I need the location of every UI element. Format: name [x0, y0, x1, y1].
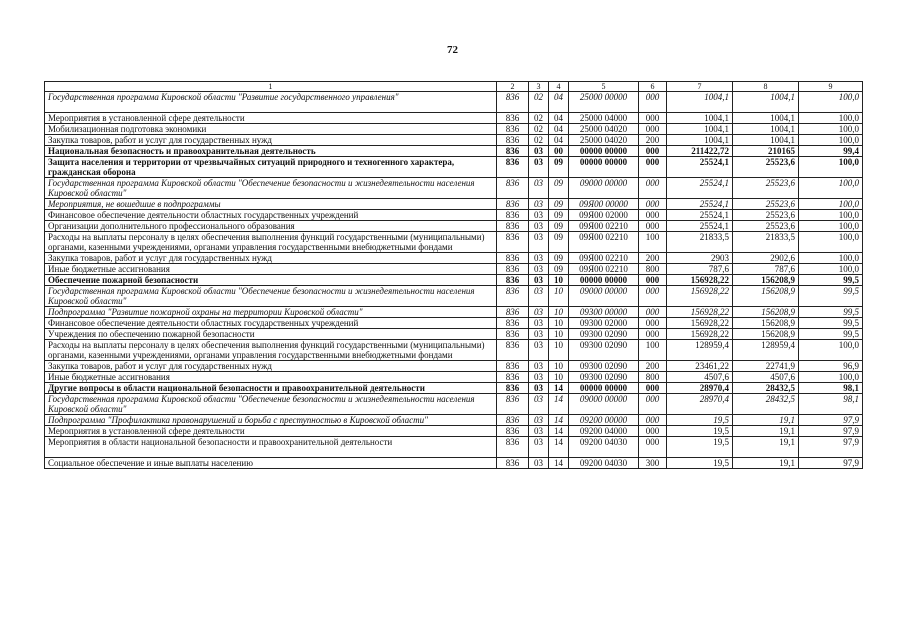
row-expense-type-code: 000	[639, 437, 667, 458]
row-expense-type-code: 000	[639, 286, 667, 307]
row-name: Мероприятия в области национальной безопасности и правоохранительной деятельности	[45, 437, 497, 458]
row-grbs-code: 836	[497, 275, 529, 286]
row-execution-percent: 100,0	[799, 135, 863, 146]
table-row	[45, 146, 863, 157]
header-cell: 5	[569, 82, 639, 92]
row-subsection-code: 10	[549, 286, 569, 307]
row-name: Расходы на выплаты персоналу в целях обеспечения выполнения функций государственными (муниципальными) органами, казенными учреждениями, органами управления государственными внебюджетными фондами	[45, 340, 497, 361]
row-subsection-code: 04	[549, 92, 569, 113]
row-target-article-code: 09200 04030	[569, 458, 639, 469]
row-executed-amount: 19,1	[733, 415, 799, 426]
row-subsection-code: 09	[549, 232, 569, 253]
table-row	[45, 199, 863, 210]
row-grbs-code: 836	[497, 383, 529, 394]
row-name: Государственная программа Кировской области "Обеспечение безопасности и жизнедеятельности населения Кировской области"	[45, 178, 497, 199]
row-name: Закупка товаров, работ и услуг для государственных нужд	[45, 361, 497, 372]
row-grbs-code: 836	[497, 221, 529, 232]
row-name: Подпрограмма "Развитие пожарной охраны на территории Кировской области"	[45, 307, 497, 318]
row-section-code: 02	[529, 113, 549, 124]
row-target-article-code: 25000 04020	[569, 124, 639, 135]
row-expense-type-code: 800	[639, 264, 667, 275]
table-row	[45, 253, 863, 264]
row-executed-amount: 19,1	[733, 437, 799, 458]
row-subsection-code: 14	[549, 415, 569, 426]
row-executed-amount: 4507,6	[733, 372, 799, 383]
row-planned-amount: 28970,4	[667, 383, 733, 394]
row-target-article-code: 00000 00000	[569, 275, 639, 286]
table-row	[45, 415, 863, 426]
row-expense-type-code: 000	[639, 221, 667, 232]
row-planned-amount: 156928,22	[667, 275, 733, 286]
row-execution-percent: 96,9	[799, 361, 863, 372]
budget-table	[44, 81, 863, 469]
row-subsection-code: 14	[549, 437, 569, 458]
row-executed-amount: 25523,6	[733, 210, 799, 221]
row-planned-amount: 1004,1	[667, 135, 733, 146]
row-section-code: 03	[529, 426, 549, 437]
header-cell: 9	[799, 82, 863, 92]
row-section-code: 02	[529, 92, 549, 113]
row-section-code: 03	[529, 383, 549, 394]
row-planned-amount: 1004,1	[667, 113, 733, 124]
row-grbs-code: 836	[497, 146, 529, 157]
row-name: Организации дополнительного профессионального образования	[45, 221, 497, 232]
table-row	[45, 458, 863, 469]
row-grbs-code: 836	[497, 113, 529, 124]
row-subsection-code: 09	[549, 221, 569, 232]
table-row	[45, 318, 863, 329]
row-target-article-code: 09300 02000	[569, 318, 639, 329]
row-grbs-code: 836	[497, 135, 529, 146]
row-execution-percent: 100,0	[799, 124, 863, 135]
row-planned-amount: 19,5	[667, 458, 733, 469]
row-execution-percent: 100,0	[799, 178, 863, 199]
row-executed-amount: 156208,9	[733, 275, 799, 286]
row-subsection-code: 00	[549, 146, 569, 157]
table-row	[45, 426, 863, 437]
row-executed-amount: 1004,1	[733, 92, 799, 113]
row-subsection-code: 09	[549, 157, 569, 178]
row-target-article-code: 09000 00000	[569, 286, 639, 307]
row-section-code: 03	[529, 264, 549, 275]
row-section-code: 03	[529, 286, 549, 307]
row-section-code: 02	[529, 135, 549, 146]
row-subsection-code: 10	[549, 329, 569, 340]
row-execution-percent: 100,0	[799, 221, 863, 232]
table-row	[45, 394, 863, 415]
table-row	[45, 275, 863, 286]
row-section-code: 03	[529, 361, 549, 372]
row-name: Финансовое обеспечение деятельности областных государственных учреждений	[45, 318, 497, 329]
row-target-article-code: 09200 00000	[569, 415, 639, 426]
row-planned-amount: 1004,1	[667, 124, 733, 135]
row-executed-amount: 25523,6	[733, 178, 799, 199]
row-grbs-code: 836	[497, 361, 529, 372]
row-section-code: 02	[529, 124, 549, 135]
row-section-code: 03	[529, 253, 549, 264]
row-executed-amount: 19,1	[733, 458, 799, 469]
row-grbs-code: 836	[497, 210, 529, 221]
table-row	[45, 157, 863, 178]
row-name: Иные бюджетные ассигнования	[45, 372, 497, 383]
header-cell: 3	[529, 82, 549, 92]
row-target-article-code: 09300 00000	[569, 307, 639, 318]
row-target-article-code: 09300 02090	[569, 340, 639, 361]
row-planned-amount: 19,5	[667, 426, 733, 437]
table-row	[45, 124, 863, 135]
row-name: Другие вопросы в области национальной безопасности и правоохранительной деятельности	[45, 383, 497, 394]
row-expense-type-code: 000	[639, 394, 667, 415]
row-section-code: 03	[529, 415, 549, 426]
row-expense-type-code: 000	[639, 383, 667, 394]
row-execution-percent: 100,0	[799, 157, 863, 178]
row-section-code: 03	[529, 199, 549, 210]
row-name: Иные бюджетные ассигнования	[45, 264, 497, 275]
row-name: Финансовое обеспечение деятельности областных государственных учреждений	[45, 210, 497, 221]
row-planned-amount: 19,5	[667, 437, 733, 458]
row-executed-amount: 787,6	[733, 264, 799, 275]
table-body	[45, 92, 863, 469]
row-subsection-code: 04	[549, 124, 569, 135]
row-grbs-code: 836	[497, 307, 529, 318]
row-name: Мероприятия, не вошедшие в подпрограммы	[45, 199, 497, 210]
row-expense-type-code: 200	[639, 253, 667, 264]
row-grbs-code: 836	[497, 157, 529, 178]
row-execution-percent: 100,0	[799, 210, 863, 221]
row-target-article-code: 09Я00 02210	[569, 221, 639, 232]
row-expense-type-code: 000	[639, 275, 667, 286]
row-expense-type-code: 200	[639, 135, 667, 146]
row-executed-amount: 156208,9	[733, 307, 799, 318]
table-row	[45, 221, 863, 232]
row-planned-amount: 23461,22	[667, 361, 733, 372]
row-executed-amount: 28432,5	[733, 383, 799, 394]
row-planned-amount: 128959,4	[667, 340, 733, 361]
row-section-code: 03	[529, 146, 549, 157]
row-section-code: 03	[529, 232, 549, 253]
row-planned-amount: 211422,72	[667, 146, 733, 157]
row-subsection-code: 14	[549, 458, 569, 469]
row-execution-percent: 99,5	[799, 275, 863, 286]
table-row	[45, 340, 863, 361]
header-cell: 6	[639, 82, 667, 92]
row-execution-percent: 100,0	[799, 92, 863, 113]
row-subsection-code: 09	[549, 199, 569, 210]
row-executed-amount: 210165	[733, 146, 799, 157]
row-section-code: 03	[529, 307, 549, 318]
row-target-article-code: 09000 00000	[569, 178, 639, 199]
row-grbs-code: 836	[497, 124, 529, 135]
row-planned-amount: 4507,6	[667, 372, 733, 383]
row-section-code: 03	[529, 437, 549, 458]
row-executed-amount: 1004,1	[733, 124, 799, 135]
row-target-article-code: 09Я00 02210	[569, 264, 639, 275]
row-execution-percent: 98,1	[799, 394, 863, 415]
table-row	[45, 232, 863, 253]
row-target-article-code: 09Я00 00000	[569, 199, 639, 210]
row-grbs-code: 836	[497, 329, 529, 340]
row-target-article-code: 09Я00 02210	[569, 253, 639, 264]
row-execution-percent: 97,9	[799, 437, 863, 458]
row-executed-amount: 28432,5	[733, 394, 799, 415]
row-grbs-code: 836	[497, 286, 529, 307]
row-execution-percent: 100,0	[799, 340, 863, 361]
row-grbs-code: 836	[497, 426, 529, 437]
row-target-article-code: 00000 00000	[569, 146, 639, 157]
row-name: Закупка товаров, работ и услуг для государственных нужд	[45, 253, 497, 264]
row-grbs-code: 836	[497, 415, 529, 426]
row-name: Социальное обеспечение и иные выплаты населению	[45, 458, 497, 469]
row-subsection-code: 10	[549, 340, 569, 361]
row-name: Государственная программа Кировской области "Обеспечение безопасности и жизнедеятельности населения Кировской области"	[45, 394, 497, 415]
row-expense-type-code: 100	[639, 232, 667, 253]
row-grbs-code: 836	[497, 232, 529, 253]
row-planned-amount: 156928,22	[667, 286, 733, 307]
row-executed-amount: 1004,1	[733, 113, 799, 124]
table-row	[45, 286, 863, 307]
row-planned-amount: 156928,22	[667, 307, 733, 318]
header-cell: 2	[497, 82, 529, 92]
table-row	[45, 307, 863, 318]
row-planned-amount: 25524,1	[667, 178, 733, 199]
row-planned-amount: 156928,22	[667, 318, 733, 329]
row-expense-type-code: 200	[639, 361, 667, 372]
table-row	[45, 437, 863, 458]
row-planned-amount: 28970,4	[667, 394, 733, 415]
table-row	[45, 329, 863, 340]
row-subsection-code: 14	[549, 394, 569, 415]
row-expense-type-code: 000	[639, 199, 667, 210]
row-execution-percent: 99,5	[799, 286, 863, 307]
row-name: Обеспечение пожарной безопасности	[45, 275, 497, 286]
row-planned-amount: 19,5	[667, 415, 733, 426]
row-section-code: 03	[529, 157, 549, 178]
row-grbs-code: 836	[497, 458, 529, 469]
row-name: Национальная безопасность и правоохранительная деятельность	[45, 146, 497, 157]
row-planned-amount: 25524,1	[667, 210, 733, 221]
row-execution-percent: 98,1	[799, 383, 863, 394]
row-grbs-code: 836	[497, 340, 529, 361]
row-section-code: 03	[529, 329, 549, 340]
row-target-article-code: 09200 04030	[569, 437, 639, 458]
row-execution-percent: 100,0	[799, 372, 863, 383]
row-subsection-code: 10	[549, 361, 569, 372]
row-planned-amount: 25524,1	[667, 199, 733, 210]
table-row	[45, 92, 863, 113]
row-execution-percent: 97,9	[799, 458, 863, 469]
row-executed-amount: 1004,1	[733, 135, 799, 146]
table-row	[45, 372, 863, 383]
row-target-article-code: 25000 04000	[569, 113, 639, 124]
header-cell: 4	[549, 82, 569, 92]
row-executed-amount: 25523,6	[733, 199, 799, 210]
table-row	[45, 264, 863, 275]
row-subsection-code: 09	[549, 264, 569, 275]
row-subsection-code: 10	[549, 372, 569, 383]
row-planned-amount: 21833,5	[667, 232, 733, 253]
row-target-article-code: 09300 02090	[569, 372, 639, 383]
row-grbs-code: 836	[497, 372, 529, 383]
row-expense-type-code: 800	[639, 372, 667, 383]
row-name: Расходы на выплаты персоналу в целях обеспечения выполнения функций государственными (муниципальными) органами, казенными учреждениями, органами управления государственными внебюджетными фондами	[45, 232, 497, 253]
row-name: Учреждения по обеспечению пожарной безопасности	[45, 329, 497, 340]
row-execution-percent: 100,0	[799, 264, 863, 275]
row-name: Защита населения и территории от чрезвычайных ситуаций природного и техногенного характера, гражданская оборона	[45, 157, 497, 178]
row-section-code: 03	[529, 458, 549, 469]
row-expense-type-code: 000	[639, 318, 667, 329]
table-row	[45, 210, 863, 221]
row-section-code: 03	[529, 318, 549, 329]
table-row	[45, 383, 863, 394]
row-expense-type-code: 000	[639, 113, 667, 124]
row-executed-amount: 156208,9	[733, 329, 799, 340]
row-expense-type-code: 000	[639, 426, 667, 437]
row-subsection-code: 14	[549, 426, 569, 437]
row-executed-amount: 2902,6	[733, 253, 799, 264]
row-target-article-code: 09Я00 02210	[569, 232, 639, 253]
row-execution-percent: 100,0	[799, 113, 863, 124]
row-planned-amount: 25524,1	[667, 157, 733, 178]
row-target-article-code: 09000 00000	[569, 394, 639, 415]
row-target-article-code: 25000 04020	[569, 135, 639, 146]
row-target-article-code: 09Я00 02000	[569, 210, 639, 221]
row-grbs-code: 836	[497, 264, 529, 275]
row-name: Государственная программа Кировской области "Обеспечение безопасности и жизнедеятельности населения Кировской области"	[45, 286, 497, 307]
row-executed-amount: 25523,6	[733, 157, 799, 178]
row-expense-type-code: 000	[639, 329, 667, 340]
row-expense-type-code: 000	[639, 210, 667, 221]
table-row	[45, 113, 863, 124]
row-section-code: 03	[529, 340, 549, 361]
row-execution-percent: 99,5	[799, 329, 863, 340]
row-name: Закупка товаров, работ и услуг для государственных нужд	[45, 135, 497, 146]
header-row	[45, 82, 863, 92]
row-name: Подпрограмма "Профилактика правонарушений и борьба с преступностью в Кировской области"	[45, 415, 497, 426]
row-grbs-code: 836	[497, 437, 529, 458]
row-executed-amount: 25523,6	[733, 221, 799, 232]
header-cell: 7	[667, 82, 733, 92]
row-grbs-code: 836	[497, 199, 529, 210]
row-target-article-code: 09300 02090	[569, 361, 639, 372]
row-executed-amount: 22741,9	[733, 361, 799, 372]
row-subsection-code: 09	[549, 178, 569, 199]
row-executed-amount: 19,1	[733, 426, 799, 437]
row-name: Государственная программа Кировской области "Развитие государственного управления"	[45, 92, 497, 113]
row-expense-type-code: 000	[639, 157, 667, 178]
row-section-code: 03	[529, 178, 549, 199]
row-grbs-code: 836	[497, 394, 529, 415]
row-expense-type-code: 000	[639, 307, 667, 318]
row-section-code: 03	[529, 372, 549, 383]
row-execution-percent: 100,0	[799, 253, 863, 264]
row-target-article-code: 09200 04000	[569, 426, 639, 437]
row-subsection-code: 10	[549, 275, 569, 286]
row-grbs-code: 836	[497, 92, 529, 113]
row-expense-type-code: 000	[639, 415, 667, 426]
row-expense-type-code: 000	[639, 92, 667, 113]
page-number: 72	[447, 44, 458, 56]
row-execution-percent: 100,0	[799, 199, 863, 210]
row-section-code: 03	[529, 221, 549, 232]
row-target-article-code: 00000 00000	[569, 157, 639, 178]
row-planned-amount: 2903	[667, 253, 733, 264]
row-section-code: 03	[529, 210, 549, 221]
row-grbs-code: 836	[497, 318, 529, 329]
row-name: Мобилизационная подготовка экономики	[45, 124, 497, 135]
row-target-article-code: 09300 02090	[569, 329, 639, 340]
row-expense-type-code: 300	[639, 458, 667, 469]
row-executed-amount: 156208,9	[733, 318, 799, 329]
row-target-article-code: 25000 00000	[569, 92, 639, 113]
row-execution-percent: 99,5	[799, 318, 863, 329]
row-expense-type-code: 100	[639, 340, 667, 361]
row-expense-type-code: 000	[639, 124, 667, 135]
row-target-article-code: 00000 00000	[569, 383, 639, 394]
row-execution-percent: 100,0	[799, 232, 863, 253]
table-row	[45, 361, 863, 372]
row-subsection-code: 10	[549, 307, 569, 318]
row-executed-amount: 128959,4	[733, 340, 799, 361]
row-executed-amount: 21833,5	[733, 232, 799, 253]
row-subsection-code: 09	[549, 210, 569, 221]
row-planned-amount: 1004,1	[667, 92, 733, 113]
row-execution-percent: 99,5	[799, 307, 863, 318]
row-subsection-code: 04	[549, 113, 569, 124]
header-cell: 8	[733, 82, 799, 92]
row-name: Мероприятия в установленной сфере деятельности	[45, 113, 497, 124]
row-expense-type-code: 000	[639, 146, 667, 157]
row-planned-amount: 156928,22	[667, 329, 733, 340]
row-execution-percent: 97,9	[799, 415, 863, 426]
row-subsection-code: 10	[549, 318, 569, 329]
row-execution-percent: 97,9	[799, 426, 863, 437]
row-subsection-code: 09	[549, 253, 569, 264]
row-execution-percent: 99,4	[799, 146, 863, 157]
row-planned-amount: 25524,1	[667, 221, 733, 232]
row-grbs-code: 836	[497, 253, 529, 264]
row-grbs-code: 836	[497, 178, 529, 199]
table-row	[45, 135, 863, 146]
row-expense-type-code: 000	[639, 178, 667, 199]
row-planned-amount: 787,6	[667, 264, 733, 275]
row-subsection-code: 14	[549, 383, 569, 394]
row-executed-amount: 156208,9	[733, 286, 799, 307]
row-subsection-code: 04	[549, 135, 569, 146]
row-section-code: 03	[529, 394, 549, 415]
table-row	[45, 178, 863, 199]
row-section-code: 03	[529, 275, 549, 286]
row-name: Мероприятия в установленной сфере деятельности	[45, 426, 497, 437]
header-cell: 1	[45, 82, 497, 92]
